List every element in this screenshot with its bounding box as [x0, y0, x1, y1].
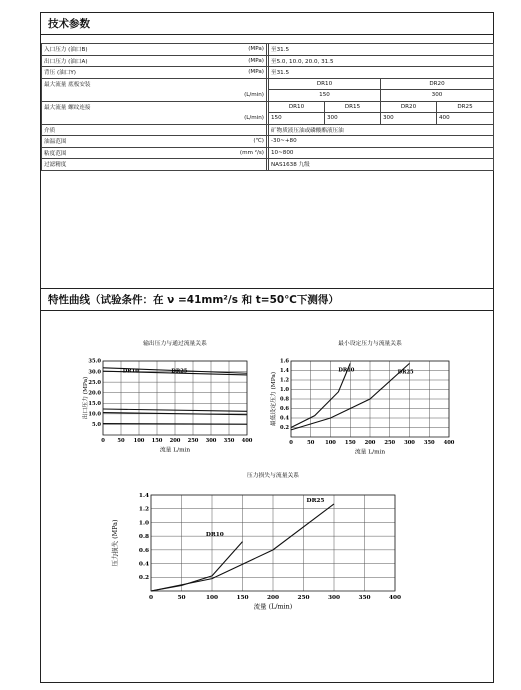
- spec-unit: (mm ²/s): [222, 147, 267, 159]
- x-tick-label: 50: [177, 594, 186, 601]
- x-tick-label: 100: [205, 594, 219, 601]
- x-tick-label: 200: [364, 440, 376, 447]
- y-tick-label: 1.4: [138, 492, 149, 499]
- y-axis-label: 压力损失 (MPa): [111, 519, 119, 567]
- spec-row-back: [42, 67, 494, 79]
- y-tick-label: 1.0: [138, 520, 149, 527]
- x-tick-label: 250: [297, 594, 310, 601]
- x-tick-label: 0: [289, 440, 293, 447]
- x-tick-label: 200: [266, 594, 280, 601]
- chart-outlet-pressure: [79, 331, 259, 461]
- x-tick-label: 150: [151, 438, 163, 445]
- section-title-params: 技术参数: [41, 13, 493, 35]
- chart-title: 压力损失与流量关系: [246, 473, 300, 479]
- size-cell: DR20: [381, 78, 494, 90]
- y-tick-label: 1.0: [279, 387, 289, 394]
- y-tick-label: 35.0: [88, 358, 101, 365]
- spec-unit: (℃): [222, 136, 267, 148]
- value-cell: 400: [437, 113, 494, 125]
- x-tick-label: 150: [344, 440, 356, 447]
- spec-label: 油温范围: [42, 136, 222, 148]
- y-tick-label: 15.0: [88, 401, 101, 408]
- spec-row-oil-temp: [42, 136, 494, 148]
- spec-label: 背压 (油口Y): [42, 67, 222, 79]
- spec-label: 粘度范围: [42, 147, 222, 159]
- spec-label: 最大流量 底板安装: [42, 78, 267, 90]
- series-line: [151, 542, 243, 591]
- size-cell: DR10: [269, 101, 325, 113]
- spec-unit: (MPa): [222, 55, 267, 67]
- spec-value: 至31.5: [269, 67, 494, 79]
- size-cell: DR25: [437, 101, 494, 113]
- y-tick-label: 20.0: [88, 390, 101, 397]
- size-cell: DR20: [381, 101, 437, 113]
- spec-row-viscosity: [42, 147, 494, 159]
- x-tick-label: 150: [236, 594, 249, 601]
- annotation-label: DR10: [122, 368, 139, 375]
- x-tick-label: 350: [358, 594, 371, 601]
- x-tick-label: 400: [241, 438, 253, 445]
- spec-row-filter: [42, 159, 494, 171]
- x-tick-label: 0: [101, 438, 105, 445]
- y-tick-label: 25.0: [88, 379, 101, 386]
- x-tick-label: 300: [327, 594, 341, 601]
- spec-row-medium: [42, 124, 494, 136]
- spec-row-flow-plate-values: [42, 90, 494, 102]
- y-tick-label: 0.2: [279, 425, 289, 432]
- spec-value: 至31.5: [269, 44, 494, 56]
- y-tick-label: 1.2: [279, 377, 289, 384]
- chart-title: 输出压力与通过流量关系: [143, 341, 207, 347]
- spec-row-flow-thread-sizes: [42, 101, 494, 113]
- spec-row-inlet: [42, 44, 494, 56]
- spec-table: [41, 43, 494, 171]
- y-tick-label: 1.6: [279, 358, 289, 365]
- y-tick-label: 5.0: [91, 422, 101, 429]
- spec-label: 过滤精度: [42, 159, 267, 171]
- x-tick-label: 250: [187, 438, 199, 445]
- spec-unit: (MPa): [222, 67, 267, 79]
- spec-value: 至5.0, 10.0, 20.0, 31.5: [269, 55, 494, 67]
- y-tick-label: 1.2: [138, 506, 149, 513]
- spec-unit: (L/min): [42, 113, 267, 125]
- spec-label: 最大流量 螺纹连接: [42, 101, 267, 113]
- spec-label: 入口压力 (油口B): [42, 44, 222, 56]
- spec-unit: (L/min): [42, 90, 267, 102]
- chart-title: 最小设定压力与流量关系: [338, 341, 402, 347]
- y-tick-label: 0.6: [138, 547, 149, 554]
- spec-row-flow-thread-values: [42, 113, 494, 125]
- x-tick-label: 0: [148, 594, 154, 601]
- value-cell: 150: [269, 90, 381, 102]
- spec-row-outlet: [42, 55, 494, 67]
- x-tick-label: 250: [384, 440, 396, 447]
- spec-row-flow-plate-sizes: [42, 78, 494, 90]
- y-tick-label: 30.0: [88, 369, 101, 376]
- x-tick-label: 50: [307, 440, 315, 447]
- x-tick-label: 400: [443, 440, 455, 447]
- annotation-label: DR25: [171, 368, 188, 375]
- value-cell: 150: [269, 113, 325, 125]
- y-tick-label: 10.0: [88, 411, 101, 418]
- annotation-label: DR25: [306, 497, 325, 504]
- x-tick-label: 100: [133, 438, 145, 445]
- x-axis-label: 流量 L/min: [354, 449, 386, 456]
- y-tick-label: 0.4: [279, 415, 289, 422]
- y-tick-label: 1.4: [279, 368, 289, 375]
- y-tick-label: 0.2: [138, 575, 149, 582]
- x-tick-label: 100: [325, 440, 336, 447]
- x-tick-label: 400: [388, 594, 402, 601]
- y-axis-label: 最低设定压力 (MPa): [271, 371, 277, 427]
- y-axis-label: 出口压力 (MPa): [83, 376, 89, 420]
- datasheet-frame: [40, 12, 494, 683]
- y-tick-label: 0.8: [138, 534, 149, 541]
- spec-value: 矿物质液压油或磷酸酯液压油: [269, 124, 494, 136]
- x-tick-label: 300: [205, 438, 217, 445]
- x-tick-label: 200: [169, 438, 181, 445]
- spec-unit: (MPa): [222, 44, 267, 56]
- x-axis-label: 流量 L/min: [159, 447, 191, 454]
- spec-label: 出口压力 (油口A): [42, 55, 222, 67]
- size-cell: DR15: [325, 101, 381, 113]
- section-title-curves: 特性曲线（试验条件：在 ν =41mm²/s 和 t=50℃下测得）: [41, 288, 493, 311]
- annotation-label: DR10: [338, 367, 355, 374]
- annotation-label: DR10: [205, 532, 224, 539]
- spec-label: 介质: [42, 124, 267, 136]
- y-tick-label: 0.4: [138, 561, 149, 568]
- value-cell: 300: [325, 113, 381, 125]
- chart-min-set-pressure: [269, 331, 455, 461]
- value-cell: 300: [381, 90, 494, 102]
- x-axis-label: 流量 (L/min): [253, 602, 293, 611]
- spec-value: NAS1638 九级: [269, 159, 494, 171]
- x-tick-label: 300: [404, 440, 415, 447]
- x-tick-label: 50: [117, 438, 125, 445]
- y-tick-label: 0.6: [279, 406, 289, 413]
- annotation-label: DR25: [397, 369, 414, 376]
- chart-pressure-loss: [107, 463, 407, 623]
- value-cell: 300: [381, 113, 437, 125]
- y-tick-label: 0.8: [279, 396, 289, 403]
- spec-value: 10~800: [269, 147, 494, 159]
- series-line: [103, 424, 247, 425]
- spec-value: -30~+80: [269, 136, 494, 148]
- x-tick-label: 350: [423, 440, 435, 447]
- size-cell: DR10: [269, 78, 381, 90]
- x-tick-label: 350: [223, 438, 235, 445]
